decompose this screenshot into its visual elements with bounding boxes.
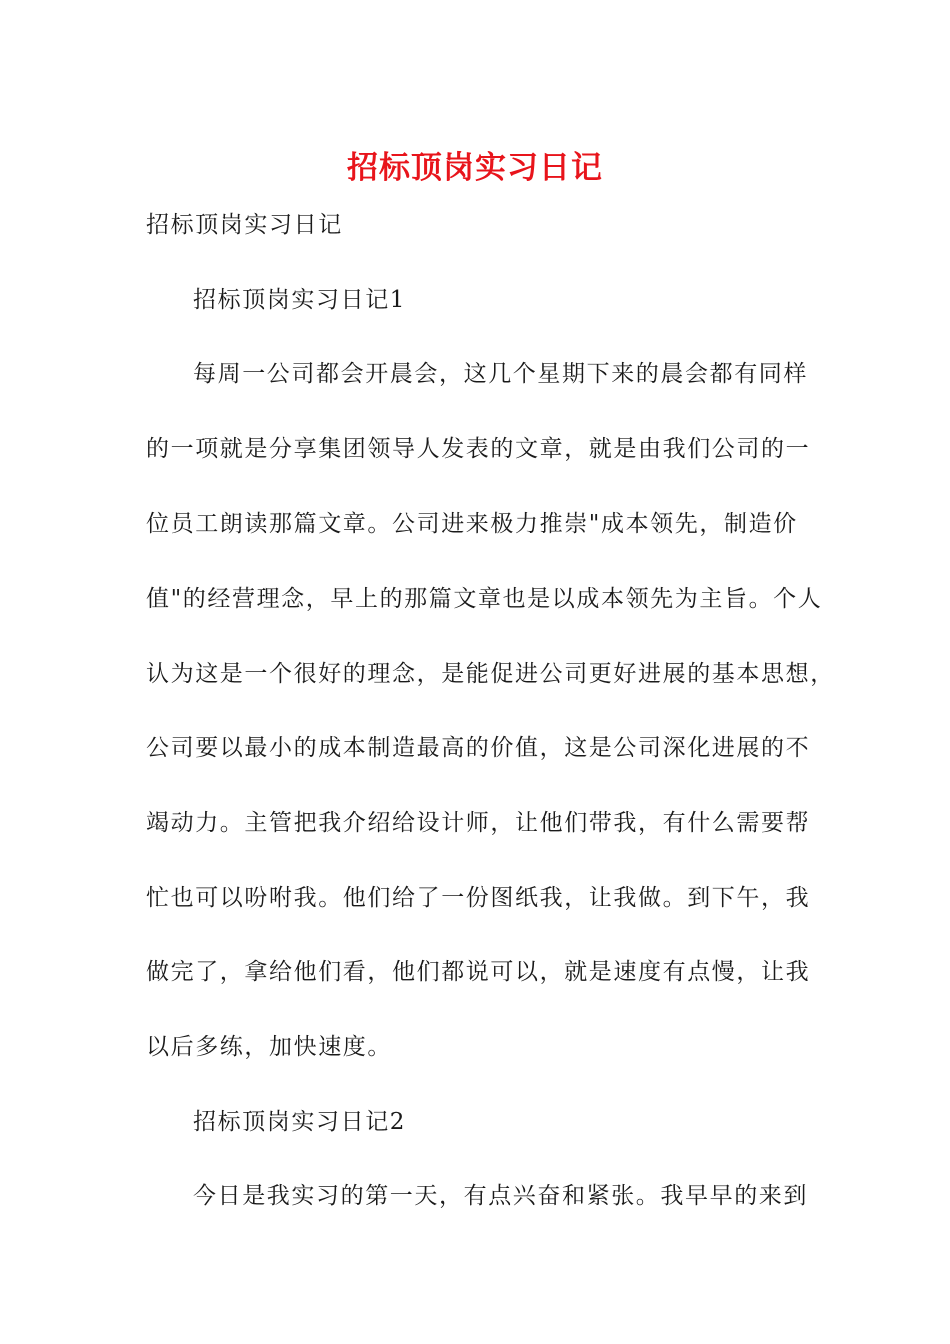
- document-title: 招标顶岗实习日记: [347, 150, 603, 186]
- paragraph-line: 以后多练，加快速度。: [146, 1034, 392, 1060]
- subtitle-line: 招标顶岗实习日记: [146, 212, 343, 238]
- section-heading-2: 招标顶岗实习日记2: [193, 1109, 407, 1135]
- paragraph-line: 的一项就是分享集团领导人发表的文章，就是由我们公司的一: [146, 436, 811, 462]
- paragraph-line: 竭动力。主管把我介绍给设计师，让他们带我，有什么需要帮: [146, 810, 811, 836]
- paragraph-line: 认为这是一个很好的理念，是能促进公司更好进展的基本思想，: [146, 661, 835, 687]
- paragraph-line: 公司要以最小的成本制造最高的价值，这是公司深化进展的不: [146, 735, 811, 761]
- section-heading-1: 招标顶岗实习日记1: [193, 287, 407, 313]
- paragraph-line: 每周一公司都会开晨会，这几个星期下来的晨会都有同样: [193, 361, 808, 387]
- paragraph-line: 今日是我实习的第一天，有点兴奋和紧张。我早早的来到: [193, 1183, 808, 1209]
- paragraph-line: 做完了，拿给他们看，他们都说可以，就是速度有点慢，让我: [146, 959, 811, 985]
- paragraph-line: 忙也可以吩咐我。他们给了一份图纸我，让我做。到下午，我: [146, 885, 811, 911]
- paragraph-line: 位员工朗读那篇文章。公司进来极力推崇"成本领先，制造价: [146, 511, 798, 537]
- paragraph-line: 值"的经营理念，早上的那篇文章也是以成本领先为主旨。个人: [146, 586, 823, 612]
